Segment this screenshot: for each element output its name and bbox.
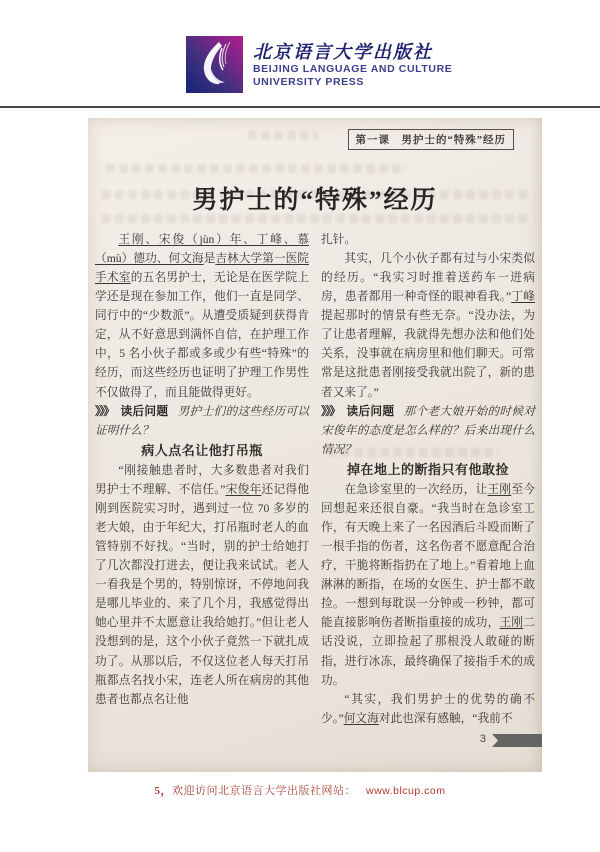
text-segment: “其实，我们男护士的优势的确不少。” (321, 692, 535, 725)
publisher-header (0, 0, 600, 107)
reading-question (95, 402, 309, 440)
footer-number: 5， (154, 785, 173, 797)
text-segment: 对此也深有感触，“我前不 (378, 711, 513, 725)
footer-url: www.blcup.com (366, 785, 446, 797)
proper-noun: 王刚、宋俊（jùn）年、丁峰、慕（mù）德功、何文海 (95, 233, 309, 266)
paragraph (95, 230, 309, 402)
question-label: 读后问题 (346, 404, 395, 418)
reading-question (321, 402, 535, 459)
text-segment: 还记得他刚到医院实习时，遇到过一位 70 多岁的老大娘，由于年纪大，打吊瓶时老人的血管特别不好找。“当时，别的护士给她打了几次都没打进去，便让我来试试。老人一看我是个男的，特别惊讶，不停地问我是哪儿毕业的、来了几个月，我感觉得出她心里并不太愿意让我给她打。”但让老人没想到的是，这个小伙子竟然一下就扎成功了。从那以后，不仅这位老人每天打吊瓶都点名找小宋，连老人所在病房的其他患者也都点名让他 (95, 482, 309, 706)
blcup-logo-icon (186, 36, 243, 93)
bleed-through-artifact (248, 131, 318, 140)
text-segment: 在急诊室里的一次经历，让 (344, 482, 488, 496)
left-column (95, 230, 309, 728)
paragraph (95, 461, 309, 709)
text-segment: 二话没说，立即捡起了那根没人敢碰的断指，进行冰冻，最终确保了接指手术的成功。 (321, 616, 535, 687)
paragraph-continuation: 扎针。 (321, 233, 357, 246)
footer-note (0, 782, 600, 798)
proper-noun: 何文海 (343, 711, 379, 725)
footer-text: 欢迎访问北京语言大学出版社网站： (172, 785, 357, 797)
text-segment: 的五名男护士，无论是在医学院上学还是现在参加工作，他们一直是同学、同行中的“少数派”。从遭受质疑到获得肯定，从不好意思到满怀自信，在护理工作中，5 名小伙子都或多或少有些“特殊”的经历，而这些经历也证明了护理工作男性不仅做得了，而且能做得更好。 (95, 271, 309, 399)
question-text: 男护士们的这些经历可以证明什么？ (95, 404, 310, 437)
section-subheading: 病人点名让他打吊瓶 (141, 442, 263, 458)
header-divider (0, 106, 600, 108)
paragraph (321, 480, 535, 690)
page-number-ribbon-icon (492, 734, 542, 747)
proper-noun: 王刚 (499, 616, 524, 630)
text-segment: 提起那时的情景有些无奈。“没办法，为了让患者理解，我就得先想办法和他们处关系，没事就在病房里和他们聊天。可常常是这批患者刚接受我就出院了，新的患者又来了。” (321, 309, 535, 399)
text-segment: 其实，几个小伙子都有过与小宋类似的经历。“我实习时推着送药车一进病房，患者都用一种奇怪的眼神看我。” (321, 252, 535, 304)
question-label: 读后问题 (120, 404, 169, 418)
publisher-name-english-line2: UNIVERSITY PRESS (253, 76, 364, 88)
lesson-header-box: 第一课 男护士的“特殊”经历 (348, 129, 515, 150)
paragraph (321, 690, 535, 728)
page-title: 男护士的“特殊”经历 (192, 187, 438, 214)
proper-noun: 吉林大学第一医院手术室 (95, 252, 309, 285)
right-column (321, 230, 535, 728)
proper-noun: 宋俊年 (225, 482, 262, 496)
section-subheading: 掉在地上的断指只有他敢捡 (346, 461, 509, 477)
text-segment: 至今回想起来还很自豪。“我当时在急诊室工作，有天晚上来了一名因酒后斗殴而断了一根手指的伤者，这名伤者不愿意配合治疗，干脆将断指扔在了地上。”看着地上血淋淋的断指，在场的女医生、护士都不敢捡。一想到每耽误一分钟或一秒钟，都可能直接影响伤者断指重接的成功， (321, 482, 535, 630)
proper-noun: 丁峰 (511, 290, 535, 304)
phoenix-icon (186, 36, 243, 93)
proper-noun: 王刚 (487, 482, 512, 496)
publisher-name-english-line1: BEIJING LANGUAGE AND CULTURE (253, 63, 453, 75)
page-number: 3 (479, 733, 486, 745)
publisher-name-chinese: 北京语言大学出版社 (253, 42, 433, 62)
question-text: 那个老大娘开始的时候对宋俊年的态度是怎么样的？后来出现什么情况？ (321, 404, 536, 456)
paragraph (321, 249, 535, 402)
scanned-page (88, 118, 542, 772)
bleed-through-artifact (106, 164, 406, 173)
text-segment: 是 (203, 252, 216, 266)
text-columns (95, 230, 535, 728)
chevron-marker-icon: 》》》 (321, 404, 340, 418)
text-segment: “刚接触患者时，大多数患者对我们男护士不理解、不信任。” (95, 463, 309, 496)
chevron-marker-icon: 》》》 (95, 404, 114, 418)
